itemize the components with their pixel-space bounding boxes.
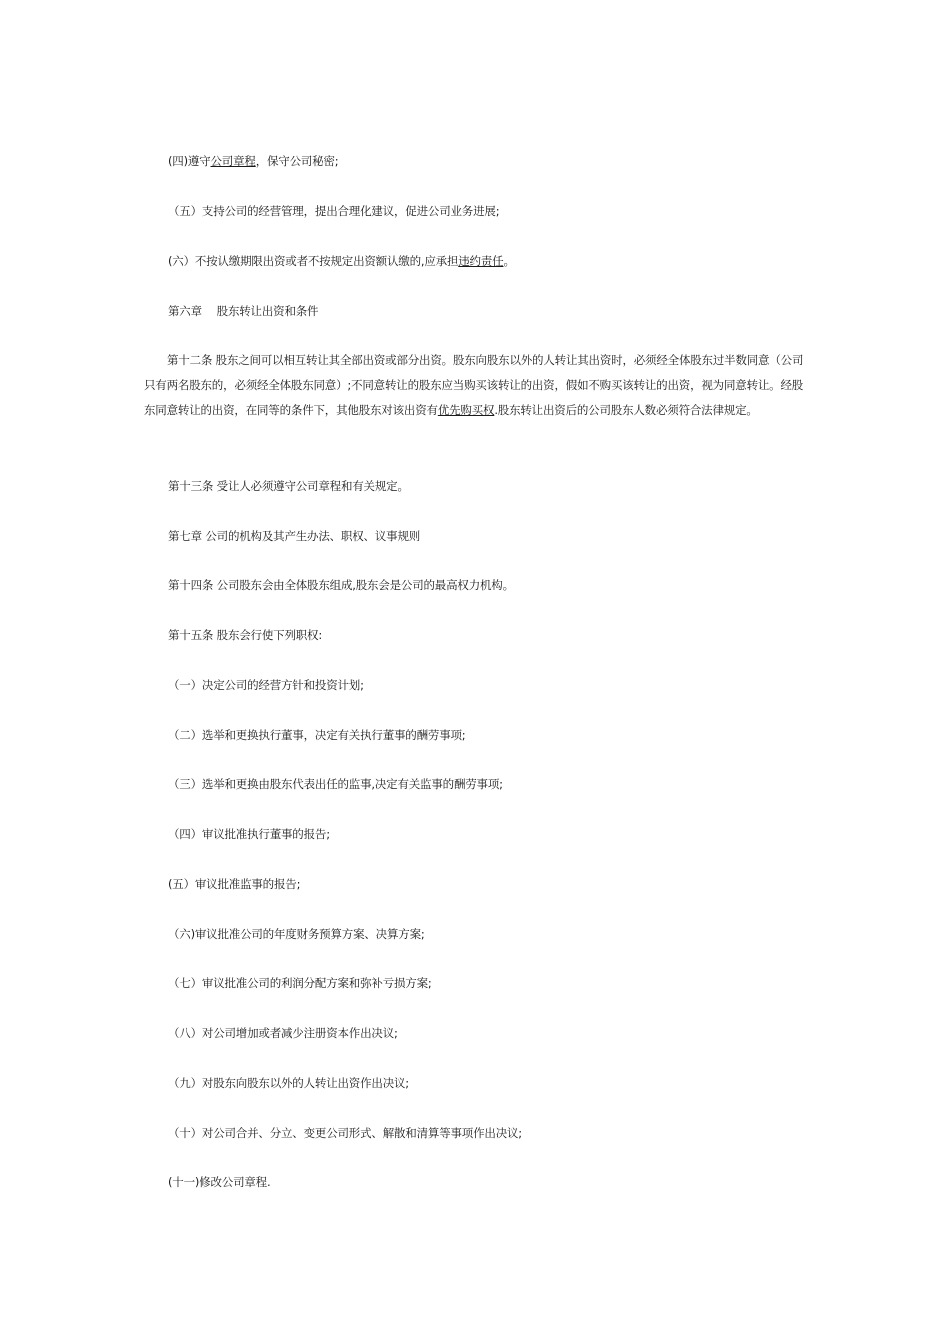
breach-liability-link[interactable]: 违约责任 [458, 254, 504, 268]
line-item-5: （五）支持公司的经营管理，提出合理化建议，促进公司业务进展; [168, 204, 500, 218]
duty-item-6: （六)审议批准公司的年度财务预算方案、决算方案; [168, 927, 425, 941]
article-12-paragraph [144, 348, 808, 423]
company-charter-link[interactable]: 公司章程 [210, 154, 256, 168]
duty-item-3: （三）选举和更换由股东代表出任的监事,决定有关监事的酬劳事项; [168, 777, 503, 791]
line-text: ，保守公司秘密; [255, 154, 339, 168]
duty-item-9: （九）对股东向股东以外的人转让出资作出决议; [168, 1076, 409, 1090]
chapter-7-heading: 第七章 公司的机构及其产生办法、职权、议事规则 [168, 529, 421, 543]
chapter-6-heading: 第六章 股东转让出资和条件 [168, 304, 319, 318]
preemptive-right-link[interactable]: 优先购买权 [437, 403, 495, 417]
line-text: (六）不按认缴期限出资或者不按规定出资额认缴的,应承担 [168, 254, 459, 268]
duty-item-2: （二）选举和更换执行董事，决定有关执行董事的酬劳事项; [168, 728, 466, 742]
duty-item-11: (十一)修改公司章程. [168, 1175, 271, 1189]
line-text: (四)遵守 [168, 154, 211, 168]
duty-item-10: （十）对公司合并、分立、变更公司形式、解散和清算等事项作出决议; [168, 1126, 522, 1140]
article-12-text: 第十二条 股东之间可以相互转让其全部出资或部分出资。股东向股东以外的人转让其出资时，必须经全体股东过半数同意（公司只有两名股东的，必须经全体股东同意）;不同意转让的股东应当购买该转让的出资，假如不购买该转让的出资，视为同意转让。经股东同意转让的出资，在同等的条件下，其他股东对该出资有 [144, 353, 804, 417]
duty-item-8: （八）对公司增加或者减少注册资本作出决议; [168, 1026, 398, 1040]
line-text: 。 [503, 254, 515, 268]
article-14: 第十四条 公司股东会由全体股东组成,股东会是公司的最高权力机构。 [168, 578, 514, 592]
line-item-6 [168, 253, 515, 269]
duty-item-5: (五）审议批准监事的报告; [168, 877, 301, 891]
article-15: 第十五条 股东会行使下列职权: [168, 628, 323, 642]
line-item-4 [168, 153, 338, 169]
article-13: 第十三条 受让人必须遵守公司章程和有关规定。 [168, 479, 409, 493]
duty-item-1: （一）决定公司的经营方针和投资计划; [168, 678, 364, 692]
article-12-text-end: .股东转让出资后的公司股东人数必须符合法律规定。 [494, 403, 758, 417]
duty-item-4: （四）审议批准执行董事的报告; [168, 827, 330, 841]
duty-item-7: （七）审议批准公司的利润分配方案和弥补亏损方案; [168, 976, 432, 990]
